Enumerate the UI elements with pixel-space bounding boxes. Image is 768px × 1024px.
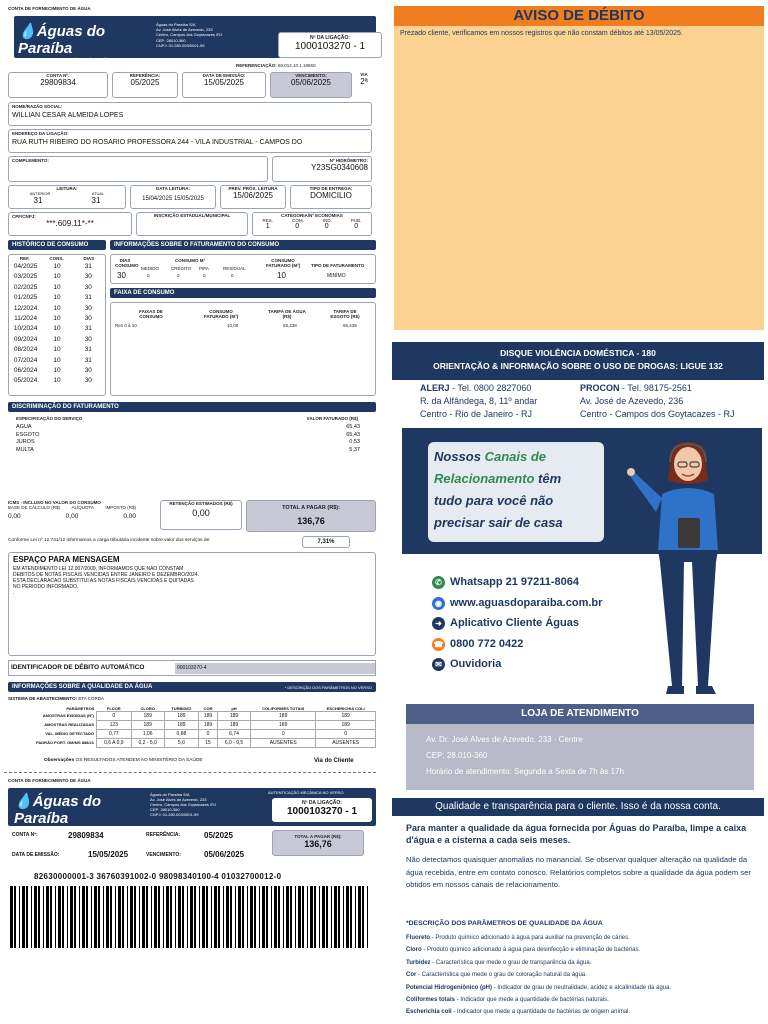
faixa-box: FAIXAS DE CONSUMO CONSUMO FATURADO (M³) TARIFA DE ÁGUA (R$) TARIFA DE ESGOTO (R$) Res 0 à 10 10,00 65,438 65,438 — [110, 302, 376, 396]
bill-header — [14, 16, 376, 62]
chat-icon: ✉ — [432, 658, 445, 671]
desc-item: Potencial Hidrogeniônico (pH) - Indicador de grau de neutralidade, acidez e alcalinidade da água. — [406, 984, 672, 991]
desc-title: *DESCRIÇÃO DOS PARÂMETROS DE QUALIDADE DA ÁGUA — [406, 920, 603, 927]
qualidade-row: VAL. MÉDIO DETECTADO 0,77 1,06 0,88 0 6,74 0 0 — [8, 730, 376, 739]
referenciacao: REFERENCIAÇÃO: 60.014.10.1.18660 — [236, 63, 316, 68]
hidrometro-box: Nº HIDRÔMETRO: Y23SG0340608 — [272, 156, 372, 182]
entrega-box: TIPO DE ENTREGA: DOMICILIO — [290, 185, 372, 209]
contact-item[interactable]: ✆ Whatsapp 21 97211-8064 — [432, 572, 602, 593]
contact-item[interactable]: ☎ 0800 772 0422 — [433, 637, 524, 650]
barcode-number: 82630000001-3 36760391002-0 98098340100-4 01032700012-0 — [34, 872, 282, 881]
mensagem-text: EM ATENDIMENTO LEI 12.007/2009, INFORMAMOS QUE NAO CONSTAM DEBITOS DE NOTAS FISCAIS VENCIDAS ENTRE JANEIRO E DEZEMBRO/2024. ESTA DECLARACAO SUBSTITUI AS NOTAS FISCAIS VENCIDAS E QUITADAS NO PERIODO INFORMADO. . — [13, 566, 199, 596]
stub-address: Águas do Paraíba S/A Av. José Alves de Azevedo, 233 Centro, Campos dos Goytacazes /RJ CEP: 28010-360 CNPJ: 01.280.003/0001-99 — [150, 792, 217, 817]
categoria-box: CATEGORIA/Nº ECONOMIAS RES. COM. IND. PUB. 1 0 0 0 — [252, 212, 372, 236]
inscricao-box: INSCRIÇÃO ESTADUAL/MUNICIPAL — [136, 212, 248, 236]
phone-icon: ☎ — [433, 639, 444, 649]
emissao-box: DATA DE EMISSÃO: 15/05/2025 — [182, 72, 266, 98]
qualidade-row: PADRÃO PORT. GM/MS 888/21 0,6 A 0,9 0,2 - 5,0 5,0 15 6,0 - 9,5 AUSENTES AUSENTES — [8, 739, 376, 748]
drop-icon: 💧 — [18, 23, 37, 40]
historico-title: HISTÓRICO DE CONSUMO — [8, 240, 106, 250]
violencia-banner: DISQUE VIOLÊNCIA DOMÉSTICA - 180 ORIENTAÇÃO & INFORMAÇÃO SOBRE O USO DE DROGAS: LIGUE 132 — [392, 342, 764, 380]
aviso-text: Prezado cliente, verificamos em nossos registros que não constam débitos até 13/05/2025. — [394, 26, 764, 330]
stub-total-box: TOTAL A PAGAR (R$): 136,76 — [272, 830, 364, 856]
qualidade-title: INFORMAÇÕES SOBRE A QUALIDADE DA ÁGUA * DESCRIÇÃO DOS PARÂMETROS NO VERSO — [8, 682, 376, 692]
historico-row: 01/2025 10 31 — [13, 294, 92, 302]
total-box: TOTAL A PAGAR (R$): 136,76 — [246, 500, 376, 532]
desc-item: Fluoreto - Produto químico adicionado à água para auxiliar na prevenção de cáries. — [406, 935, 630, 941]
historico-row: 12/2024 10 30 — [13, 304, 92, 312]
stub-header: 💧Águas do Paraíba Grupo Águas do Brasil Águas do Paraíba S/A Av. José Alves de Azevedo, 233 Centro, Campos dos Goytacazes /RJ CEP: 28010-360 CNPJ: 01.280.003/0001-99 AUTENTICAÇÃO MECÂNICA NO VERSO Nº DA LIGAÇÃO: 1000103270 - 1 — [8, 788, 376, 826]
conta-box: CONTA Nº: 29809834 — [8, 72, 108, 98]
historico-table: REF. CONS. DIAS 04/2025 10 31 03/2025 10 30 02/2025 10 30 01/2025 10 31 12/2024 10 30 11/2024 10 30 10/2024 10 31 09/2024 10 30 08/2024 10 31 07/2024 10 31 06/2024 10 30 05/2024 10 30 — [8, 254, 106, 396]
company-logo: 💧Águas do Paraíba Grupo Águas do Brasil — [18, 23, 106, 62]
historico-row: 10/2024 10 31 — [13, 325, 92, 333]
historico-row: 07/2024 10 31 — [13, 356, 92, 364]
prox-leitura-box: PREV. PRÓX. LEITURA 15/06/2025 — [220, 185, 286, 209]
water-bill: CONTA DE FORNECIMENTO DE ÁGUA 💧Águas do Paraíba Grupo Águas do Brasil Águas do Paraíba S/A Av. José Alves de Azevedo, 233 Centro, Campos dos Goytacazes /RJ CEP: 28010-360 CNPJ: 01.280.003/0001-99 Nº DA LIGAÇÃO: 1000103270 - 1 REFERENCIAÇÃO: 60.014.10.1.18660 CONTA Nº: 29809834 REFERÊNCIA: 05/2025 DATA DE EMISSÃO: 15/05/2025 VENCIMENTO: 05/06/2025 VIA 2ª NOME/RAZÃO SOCIAL: WILLIAN CESAR ALMEIDA LOPES ENDEREÇO DA LIGAÇÃO: RUA RUTH RIBEIRO DO ROSARIO PROFESSORA 244 - VILA INDUSTRIAL - CAMPOS DO COMPLEMENTO: Nº HIDRÔMETRO: Y23SG0340608 LEITURA: ANTERIOR ATUAL 31 31 DATA LEITURA: 15/04/2025 15/05/2025 PREV. PRÓX. LEITURA 15/06/2025 TIPO DE ENTREGA: DOMICILIO CPF/CNPJ: ***.609.11*-** INSCRIÇÃO ESTADUAL/MUNICIPAL CATEGORIA/Nº ECONOMIAS RES. COM. IND. PUB. 1 0 0 0 HISTÓRICO DE CONSUMO REF. CONS. DIAS 04/2025 10 31 03/2025 10 30 02/2025 10 30 01/2025 10 31 12/2024 10 30 11/2024 10 30 10/2024 10 31 09/2024 10 30 08/2024 10 31 07/2024 10 31 06/2024 10 30 05/2024 10 30 INFORMAÇÕES SOBRE O FATURAMENTO DO CONSUMO DIAS CONSUMO 30 CONSUMO M³ MEDIDO 0 CRÉDITO 0 PIPA 0 RESIDUAL 0 CONSUMO FATURADO (M³) 10 TIPO DE FATURAMENTO MINIMO FAIXA DE CONSUMO FAIXAS DE CONSUMO CONSUMO FATURADO (M³) TARIFA DE ÁGUA (R$) TARIFA DE ESGOTO (R$) Res 0 à 10 10,00 65,438 65,438 DISCRIMINAÇÃO DO FATURAMENTO ESPECIFICAÇÃO DO SERVIÇO VALOR FATURADO (R$) AGUA 65,43 ESGOTO 65,43 JUROS 0,53 MULTA 5,37 ICMS - INCLUSO NO VALOR DO CONSUMO BASE DE CÁLCULO (R$) ALÍQUOTA IMPOSTO (R$) 0,00 0,00 0,00 RETENÇÃO ESTIMADOS (R$) 0,00 TOTAL A PAGAR (R$): 136,76 Conforme Lei nº 12.741/12 informamos a carga tributária incidente sobre valor dos serviços de: 7,31% ESPAÇO PARA MENSAGEM EM ATENDIMENTO LEI 12.007/2009, INFORMAMOS QUE NAO CONSTAM DEBITOS DE NOTAS FISCAIS VENCIDAS ENTRE JANEIRO E DEZEMBRO/2024. ESTA DECLARACAO SUBSTITUI AS NOTAS FISCAIS VENCIDAS E QUITADAS NO PERIODO INFORMADO. . IDENTIFICADOR DE DÉBITO AUTOMÁTICO 000103270-4 INFORMAÇÕES SOBRE A QUALIDADE DA ÁGUA * DESCRIÇÃO DOS PARÂMETROS NO VERSO SISTEMA DE ABASTECIMENTO: ETA CORDA PARÂMETROS FLÚOR CLORO TURBIDEZ COR pH COLIFORMES TOTAIS ESCHERICHIA COLI AMOSTRAS EXIGIDAS (Nº) 0 189 189 189 189 189 189 AMOSTRAS REALIZADAS 123 189 189 189 189 189 189 VAL. MÉDIO DETECTADO 0,77 1,06 0,88 0 6,74 0 0 PADRÃO PORT. GM/MS 888/21 0,6 A 0,9 0,2 - 5,0 5,0 15 6,0 - 9,5 AUSENTES AUSENTES Observações OS RESULTADOS ATENDEM AO MINISTÉRIO DA SAÚDE Via do Cliente CONTA DE FORNECIMENTO DE ÁGUA 💧Águas do Paraíba Grupo Águas do Brasil Águas do Paraíba S/A Av. José Alves de Azevedo, 233 Centro, Campos dos Goytacazes /RJ CEP: 28010-360 CNPJ: 01.280.003/0001-99 AUTENTICAÇÃO MECÂNICA NO VERSO Nº DA LIGAÇÃO: 1000103270 - 1 CONTA Nº: 29809834 REFERÊNCIA: 05/2025 DATA DE EMISSÃO: 15/05/2025 VENCIMENTO: 05/06/2025 TOTAL A PAGAR (R$): 136,76 82630000001-3 36760391002-0 98098340100-4 01032700012-0 — [4, 4, 376, 1020]
stub-label: CONTA DE FORNECIMENTO DE ÁGUA — [8, 778, 91, 783]
icms-box: ICMS - INCLUSO NO VALOR DO CONSUMO BASE DE CÁLCULO (R$) ALÍQUOTA IMPOSTO (R$) 0,00 0,00 0,00 — [8, 500, 136, 520]
globe-icon: ◉ — [432, 597, 445, 610]
mensagem-box — [8, 552, 376, 656]
canais-bubble: Nossos Canais de Relacionamento têm tudo para você não precisar sair de casa — [428, 442, 604, 542]
endereco-box: ENDEREÇO DA LIGAÇÃO: RUA RUTH RIBEIRO DO ROSARIO PROFESSORA 244 - VILA INDUSTRIAL - CAMPOS DO — [8, 129, 372, 153]
stub-emissao: 15/05/2025 — [88, 850, 129, 859]
alerj-block: ALERJ - Tel. 0800 2827060 R. da Alfândega, 8, 11º andar Centro - Rio de Janeiro - RJ — [420, 383, 538, 419]
barcode — [8, 886, 372, 948]
discriminacao-row: MULTA 5,37 — [16, 446, 360, 453]
aviso-title: AVISO DE DÉBITO — [394, 6, 764, 26]
contact-item[interactable]: ◉ www.aguasdoparaiba.com.br — [432, 593, 602, 614]
historico-row: 06/2024 10 30 — [13, 367, 92, 375]
via-cliente: Via do Cliente — [314, 758, 354, 764]
stub-logo: 💧Águas do Paraíba Grupo Águas do Brasil — [14, 793, 102, 832]
loja-info: Av. Dr. José Alves de Azevedo, 233 - Centre CEP: 28.010-360 Horário de atendimento: Segunda a Sexta de 7h às 17h — [406, 724, 754, 790]
app-icon: ➜ — [432, 617, 445, 630]
historico-row: 09/2024 10 30 — [13, 335, 92, 343]
qualidade-header: PARÂMETROS FLÚOR CLORO TURBIDEZ COR pH COLIFORMES TOTAIS ESCHERICHIA COLI — [66, 706, 365, 712]
debito-auto-box: IDENTIFICADOR DE DÉBITO AUTOMÁTICO 000103270-4 — [8, 660, 376, 676]
faixa-title: FAIXA DE CONSUMO — [110, 288, 376, 298]
data-leitura-box: DATA LEITURA: 15/04/2025 15/05/2025 — [130, 185, 216, 209]
desc-item: Cloro - Produto químico adicionado à água para desinfecção e eliminação de bactérias. — [406, 947, 641, 954]
desc-item: Turbidez - Característica que mede o grau de transparência da água. — [406, 959, 592, 966]
ligacao-box: Nº DA LIGAÇÃO: 1000103270 - 1 — [278, 32, 382, 58]
desc-item: Escherichia coli - Indicador que mede a quantidade de bactérias de origem animal. — [406, 1009, 631, 1016]
whatsapp-icon: ✆ — [432, 576, 445, 589]
complemento-box: COMPLEMENTO: — [8, 156, 268, 182]
faturamento-title: INFORMAÇÕES SOBRE O FATURAMENTO DO CONSUMO — [110, 240, 376, 250]
historico-row: 02/2025 10 30 — [13, 283, 92, 291]
historico-row: 03/2025 10 30 — [13, 273, 92, 281]
historico-row: 05/2024 10 30 — [13, 377, 92, 385]
attendant-illustration — [622, 432, 752, 704]
qualidade-row: AMOSTRAS EXIGIDAS (Nº) 0 189 189 189 189 189 189 — [8, 712, 376, 721]
info-side — [392, 4, 764, 1020]
qualidade-table — [8, 706, 376, 748]
manter-title: Para manter a qualidade da água fornecida por Águas do Paraíba, limpe a caixa d'água e a cisterna a cada seis meses. — [406, 823, 747, 845]
manter-text: Não detectamos quaisquer anomalias no manancial. Se observar qualquer alteração na qualidade da água recebida, entre em contato conosco. Relatórios completos sobre a qualidade da água podem ser obtidos em nossos canais de relacionamento. — [406, 855, 751, 889]
referencia-box: REFERÊNCIA: 05/2025 — [112, 72, 178, 98]
loja-title: LOJA DE ATENDIMENTO — [406, 704, 754, 724]
historico-row: 11/2024 10 30 — [14, 315, 92, 323]
cut-line — [4, 772, 376, 773]
via-box: VIA 2ª — [360, 72, 368, 86]
discriminacao-box: ESPECIFICAÇÃO DO SERVIÇO VALOR FATURADO (R$) AGUA 65,43 ESGOTO 65,43 JUROS 0,53 MULTA 5,37 — [16, 416, 360, 453]
qualidade-row: AMOSTRAS REALIZADAS 123 189 189 189 189 189 189 — [8, 721, 376, 730]
historico-row: 08/2024 10 31 — [13, 346, 92, 354]
discriminacao-row: ESGOTO 65,43 — [16, 431, 360, 438]
nome-box: NOME/RAZÃO SOCIAL: WILLIAN CESAR ALMEIDA LOPES — [8, 102, 372, 126]
stub-conta: 29809834 — [68, 831, 104, 840]
stub-referencia: 05/2025 — [204, 831, 233, 840]
desc-list — [406, 932, 762, 1019]
contact-item[interactable]: ✉ Ouvidoria — [432, 654, 602, 675]
retencao-box: RETENÇÃO ESTIMADOS (R$) 0,00 — [160, 500, 242, 530]
desc-item: Cor - Característica que mede o grau de coloração natural da água. — [406, 972, 587, 979]
drop-icon: 💧 — [14, 793, 33, 810]
lei-text: Conforme Lei nº 12.741/12 informamos a carga tributária incidente sobre valor dos serviços de: — [8, 538, 211, 543]
bill-header-label: CONTA DE FORNECIMENTO DE ÁGUA — [8, 6, 91, 11]
discriminacao-title: DISCRIMINAÇÃO DO FATURAMENTO — [8, 402, 376, 412]
contact-item[interactable]: ➜ Aplicativo Cliente Águas — [432, 613, 602, 634]
lei-value: 7,31% — [302, 536, 350, 548]
contact-list — [432, 572, 602, 675]
desc-item: Coliformes totais - Indicador que mede a quantidade de bactérias naturais. — [406, 997, 609, 1004]
stub-vencimento: 05/06/2025 — [204, 850, 245, 859]
vencimento-box: VENCIMENTO: 05/06/2025 — [270, 72, 352, 98]
discriminacao-row: JUROS 0,53 — [16, 439, 360, 445]
observacoes: Observações OS RESULTADOS ATENDEM AO MINISTÉRIO DA SAÚDE — [44, 758, 203, 763]
faturamento-box: DIAS CONSUMO 30 CONSUMO M³ MEDIDO 0 CRÉDITO 0 PIPA 0 RESIDUAL 0 CONSUMO FATURADO (M³) 10 TIPO DE FATURAMENTO MINIMO — [110, 254, 376, 284]
procon-block: PROCON - Tel. 98175-2561 Av. José de Azevedo, 236 Centro - Campos dos Goytacazes - RJ — [580, 383, 735, 419]
company-address: Águas do Paraíba S/A Av. José Alves de Azevedo, 233 Centro, Campos dos Goytacazes /RJ CEP: 28010-360 CNPJ: 01.280.003/0001-99 — [156, 22, 223, 48]
cpf-box: CPF/CNPJ: ***.609.11*-** — [8, 212, 132, 236]
discriminacao-row: AGUA 65,43 — [16, 424, 360, 430]
leitura-box: LEITURA: ANTERIOR ATUAL 31 31 — [8, 185, 126, 209]
mensagem-title: ESPAÇO PARA MENSAGEM — [13, 555, 120, 564]
sistema-abastecimento: SISTEMA DE ABASTECIMENTO: ETA CORDA — [8, 696, 105, 701]
qualidade-banner: Qualidade e transparência para o cliente. Isso é da nossa conta. — [392, 798, 764, 816]
historico-row: 04/2025 10 31 — [13, 263, 92, 270]
stub-ligacao: Nº DA LIGAÇÃO: 1000103270 - 1 — [272, 798, 372, 822]
